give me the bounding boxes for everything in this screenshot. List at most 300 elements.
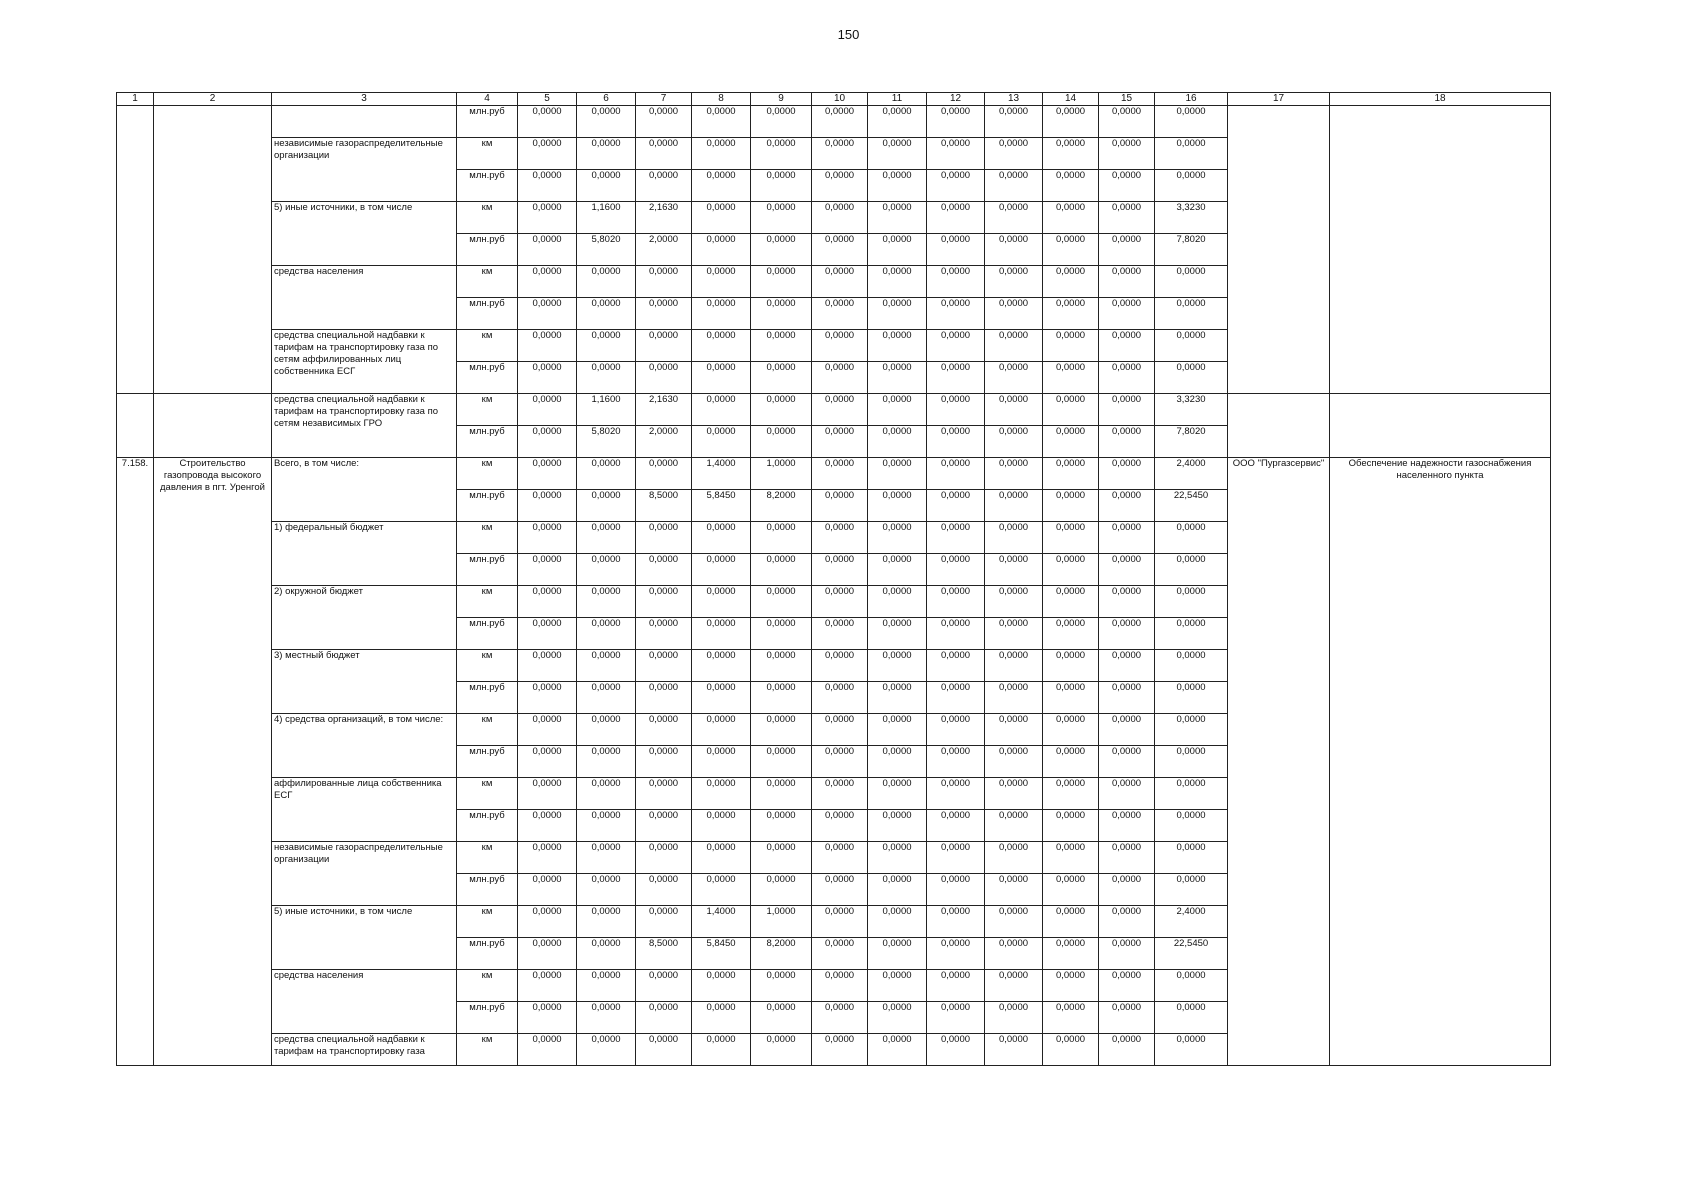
- value-cell: 0,0000: [927, 330, 985, 362]
- value-cell: 0,0000: [636, 746, 692, 778]
- unit-cell: км: [457, 778, 518, 810]
- funding-source: средства населения: [272, 266, 457, 330]
- value-cell: 0,0000: [751, 138, 812, 170]
- table-row: [117, 394, 1551, 426]
- value-cell: 0,0000: [636, 1034, 692, 1066]
- value-cell: 0,0000: [577, 490, 636, 522]
- value-cell: 0,0000: [812, 106, 868, 138]
- value-cell: 0,0000: [1099, 938, 1155, 970]
- value-cell: 0,0000: [927, 170, 985, 202]
- value-cell: 0,0000: [518, 138, 577, 170]
- value-cell: 0,0000: [1155, 586, 1228, 618]
- value-cell: 0,0000: [636, 714, 692, 746]
- value-cell: 0,0000: [868, 1002, 927, 1034]
- value-cell: 0,0000: [1099, 650, 1155, 682]
- unit-cell: млн.руб: [457, 170, 518, 202]
- value-cell: 0,0000: [692, 970, 751, 1002]
- funding-source: средства населения: [272, 970, 457, 1034]
- responsible-org: ООО "Пургазсервис": [1228, 458, 1330, 1066]
- value-cell: 0,0000: [692, 1034, 751, 1066]
- funding-source: средства специальной надбавки к тарифам на транспортировку газа по сетям независимых ГРО: [272, 394, 457, 458]
- value-cell: 0,0000: [1099, 970, 1155, 1002]
- item-number: [117, 106, 154, 394]
- value-cell: 0,0000: [927, 906, 985, 938]
- value-cell: 0,0000: [692, 650, 751, 682]
- value-cell: 0,0000: [927, 394, 985, 426]
- value-cell: 0,0000: [1099, 330, 1155, 362]
- value-cell: 2,4000: [1155, 458, 1228, 490]
- value-cell: 0,0000: [518, 266, 577, 298]
- value-cell: 3,3230: [1155, 202, 1228, 234]
- value-cell: 0,0000: [812, 618, 868, 650]
- value-cell: 0,0000: [868, 906, 927, 938]
- value-cell: 0,0000: [812, 682, 868, 714]
- value-cell: 0,0000: [636, 650, 692, 682]
- column-header: 15: [1099, 93, 1155, 106]
- value-cell: 0,0000: [1099, 618, 1155, 650]
- value-cell: 0,0000: [577, 842, 636, 874]
- value-cell: 0,0000: [812, 458, 868, 490]
- value-cell: 0,0000: [985, 874, 1043, 906]
- column-header: 9: [751, 93, 812, 106]
- item-name: [154, 106, 272, 394]
- unit-cell: км: [457, 650, 518, 682]
- value-cell: 0,0000: [1043, 426, 1099, 458]
- value-cell: 0,0000: [1155, 970, 1228, 1002]
- value-cell: 0,0000: [577, 618, 636, 650]
- value-cell: 0,0000: [577, 554, 636, 586]
- value-cell: 0,0000: [1043, 810, 1099, 842]
- value-cell: 0,0000: [518, 362, 577, 394]
- value-cell: 1,4000: [692, 458, 751, 490]
- value-cell: 0,0000: [812, 234, 868, 266]
- funding-source: 1) федеральный бюджет: [272, 522, 457, 586]
- project-purpose: [1330, 394, 1551, 458]
- value-cell: 0,0000: [692, 362, 751, 394]
- value-cell: 0,0000: [985, 650, 1043, 682]
- value-cell: 0,0000: [1099, 394, 1155, 426]
- value-cell: 0,0000: [1043, 298, 1099, 330]
- value-cell: 0,0000: [868, 202, 927, 234]
- value-cell: 0,0000: [577, 330, 636, 362]
- value-cell: 0,0000: [577, 170, 636, 202]
- value-cell: 0,0000: [927, 778, 985, 810]
- value-cell: 0,0000: [692, 202, 751, 234]
- value-cell: 0,0000: [636, 170, 692, 202]
- value-cell: 0,0000: [518, 650, 577, 682]
- value-cell: 0,0000: [868, 394, 927, 426]
- responsible-org: [1228, 394, 1330, 458]
- table-row: [117, 106, 1551, 138]
- value-cell: 0,0000: [1099, 1002, 1155, 1034]
- value-cell: 0,0000: [1043, 362, 1099, 394]
- value-cell: 1,0000: [751, 906, 812, 938]
- value-cell: 0,0000: [636, 1002, 692, 1034]
- value-cell: 0,0000: [1155, 682, 1228, 714]
- value-cell: 0,0000: [692, 426, 751, 458]
- value-cell: 0,0000: [985, 714, 1043, 746]
- value-cell: 0,0000: [927, 490, 985, 522]
- value-cell: 0,0000: [636, 522, 692, 554]
- value-cell: 0,0000: [1099, 778, 1155, 810]
- value-cell: 0,0000: [636, 970, 692, 1002]
- value-cell: 0,0000: [1155, 362, 1228, 394]
- value-cell: 0,0000: [927, 938, 985, 970]
- column-header: 12: [927, 93, 985, 106]
- unit-cell: млн.руб: [457, 554, 518, 586]
- value-cell: 0,0000: [518, 170, 577, 202]
- unit-cell: км: [457, 842, 518, 874]
- value-cell: 0,0000: [868, 298, 927, 330]
- value-cell: 0,0000: [518, 234, 577, 266]
- value-cell: 0,0000: [518, 682, 577, 714]
- value-cell: 0,0000: [927, 842, 985, 874]
- value-cell: 0,0000: [927, 746, 985, 778]
- column-header: 6: [577, 93, 636, 106]
- value-cell: 0,0000: [518, 458, 577, 490]
- value-cell: 0,0000: [636, 458, 692, 490]
- value-cell: 2,0000: [636, 234, 692, 266]
- value-cell: 0,0000: [927, 714, 985, 746]
- value-cell: 1,1600: [577, 394, 636, 426]
- value-cell: 0,0000: [1043, 842, 1099, 874]
- value-cell: 1,0000: [751, 458, 812, 490]
- value-cell: 0,0000: [812, 778, 868, 810]
- value-cell: 0,0000: [868, 682, 927, 714]
- value-cell: 0,0000: [1043, 202, 1099, 234]
- investment-table: [116, 92, 1551, 1066]
- value-cell: 0,0000: [1155, 874, 1228, 906]
- unit-cell: км: [457, 714, 518, 746]
- value-cell: 0,0000: [692, 170, 751, 202]
- value-cell: 0,0000: [1043, 1002, 1099, 1034]
- value-cell: 0,0000: [577, 746, 636, 778]
- funding-source: 2) окружной бюджет: [272, 586, 457, 650]
- unit-cell: км: [457, 522, 518, 554]
- value-cell: 0,0000: [518, 298, 577, 330]
- value-cell: 0,0000: [927, 970, 985, 1002]
- unit-cell: млн.руб: [457, 362, 518, 394]
- value-cell: 0,0000: [751, 842, 812, 874]
- value-cell: 0,0000: [868, 426, 927, 458]
- value-cell: 0,0000: [1155, 714, 1228, 746]
- value-cell: 0,0000: [1043, 234, 1099, 266]
- value-cell: 0,0000: [518, 1002, 577, 1034]
- value-cell: 0,0000: [518, 394, 577, 426]
- value-cell: 1,4000: [692, 906, 751, 938]
- value-cell: 0,0000: [985, 458, 1043, 490]
- value-cell: 0,0000: [868, 810, 927, 842]
- value-cell: 0,0000: [518, 106, 577, 138]
- responsible-org: [1228, 106, 1330, 394]
- value-cell: 0,0000: [868, 970, 927, 1002]
- value-cell: 0,0000: [985, 554, 1043, 586]
- value-cell: 0,0000: [812, 1034, 868, 1066]
- value-cell: 0,0000: [751, 1002, 812, 1034]
- value-cell: 0,0000: [692, 842, 751, 874]
- value-cell: 2,1630: [636, 394, 692, 426]
- value-cell: 0,0000: [812, 842, 868, 874]
- value-cell: 0,0000: [985, 490, 1043, 522]
- value-cell: 0,0000: [1043, 106, 1099, 138]
- value-cell: 0,0000: [927, 554, 985, 586]
- value-cell: 0,0000: [985, 426, 1043, 458]
- value-cell: 0,0000: [1043, 714, 1099, 746]
- value-cell: 22,5450: [1155, 490, 1228, 522]
- value-cell: 0,0000: [751, 266, 812, 298]
- unit-cell: млн.руб: [457, 234, 518, 266]
- value-cell: 0,0000: [518, 1034, 577, 1066]
- value-cell: 0,0000: [751, 778, 812, 810]
- value-cell: 0,0000: [868, 458, 927, 490]
- value-cell: 0,0000: [985, 810, 1043, 842]
- value-cell: 0,0000: [1099, 106, 1155, 138]
- unit-cell: км: [457, 1034, 518, 1066]
- value-cell: 0,0000: [636, 906, 692, 938]
- value-cell: 0,0000: [812, 554, 868, 586]
- value-cell: 0,0000: [927, 426, 985, 458]
- value-cell: 0,0000: [985, 234, 1043, 266]
- value-cell: 0,0000: [692, 522, 751, 554]
- table-row: [117, 458, 1551, 490]
- value-cell: 0,0000: [636, 266, 692, 298]
- value-cell: 0,0000: [518, 842, 577, 874]
- unit-cell: млн.руб: [457, 106, 518, 138]
- value-cell: 0,0000: [985, 842, 1043, 874]
- value-cell: 0,0000: [868, 586, 927, 618]
- value-cell: 0,0000: [1099, 458, 1155, 490]
- value-cell: 0,0000: [868, 618, 927, 650]
- column-header: 5: [518, 93, 577, 106]
- value-cell: 0,0000: [1043, 874, 1099, 906]
- value-cell: 0,0000: [1043, 746, 1099, 778]
- value-cell: 0,0000: [812, 490, 868, 522]
- header-row: [117, 93, 1551, 106]
- value-cell: 0,0000: [751, 362, 812, 394]
- value-cell: 8,5000: [636, 490, 692, 522]
- value-cell: 0,0000: [868, 362, 927, 394]
- value-cell: 0,0000: [692, 106, 751, 138]
- value-cell: 0,0000: [868, 234, 927, 266]
- value-cell: 0,0000: [927, 106, 985, 138]
- funding-source: средства специальной надбавки к тарифам на транспортировку газа: [272, 1034, 457, 1066]
- value-cell: 8,5000: [636, 938, 692, 970]
- value-cell: 2,0000: [636, 426, 692, 458]
- value-cell: 0,0000: [1043, 330, 1099, 362]
- value-cell: 0,0000: [812, 746, 868, 778]
- value-cell: 0,0000: [927, 458, 985, 490]
- project-purpose: Обеспечение надежности газоснабжения населенного пункта: [1330, 458, 1551, 1066]
- value-cell: 0,0000: [751, 714, 812, 746]
- value-cell: 0,0000: [692, 266, 751, 298]
- value-cell: 0,0000: [751, 554, 812, 586]
- value-cell: 0,0000: [868, 170, 927, 202]
- value-cell: 0,0000: [518, 778, 577, 810]
- value-cell: 0,0000: [751, 202, 812, 234]
- value-cell: 0,0000: [1099, 586, 1155, 618]
- value-cell: 0,0000: [1155, 522, 1228, 554]
- value-cell: 0,0000: [985, 586, 1043, 618]
- unit-cell: млн.руб: [457, 1002, 518, 1034]
- value-cell: 0,0000: [692, 298, 751, 330]
- value-cell: 0,0000: [751, 330, 812, 362]
- value-cell: 0,0000: [985, 1034, 1043, 1066]
- value-cell: 0,0000: [751, 810, 812, 842]
- value-cell: 0,0000: [636, 586, 692, 618]
- value-cell: 0,0000: [812, 810, 868, 842]
- unit-cell: млн.руб: [457, 426, 518, 458]
- value-cell: 0,0000: [1099, 746, 1155, 778]
- value-cell: 0,0000: [812, 426, 868, 458]
- value-cell: 0,0000: [812, 522, 868, 554]
- column-header: 3: [272, 93, 457, 106]
- unit-cell: млн.руб: [457, 938, 518, 970]
- value-cell: 8,2000: [751, 938, 812, 970]
- value-cell: 0,0000: [1155, 170, 1228, 202]
- column-header: 7: [636, 93, 692, 106]
- value-cell: 0,0000: [985, 522, 1043, 554]
- value-cell: 5,8450: [692, 938, 751, 970]
- value-cell: 0,0000: [1155, 1034, 1228, 1066]
- value-cell: 0,0000: [636, 330, 692, 362]
- value-cell: 0,0000: [1155, 138, 1228, 170]
- value-cell: 0,0000: [812, 938, 868, 970]
- value-cell: 0,0000: [985, 298, 1043, 330]
- value-cell: 0,0000: [985, 778, 1043, 810]
- value-cell: 0,0000: [751, 170, 812, 202]
- value-cell: 0,0000: [518, 938, 577, 970]
- value-cell: 0,0000: [927, 874, 985, 906]
- value-cell: 0,0000: [577, 650, 636, 682]
- value-cell: 0,0000: [577, 362, 636, 394]
- value-cell: 0,0000: [636, 298, 692, 330]
- value-cell: 0,0000: [636, 874, 692, 906]
- value-cell: 0,0000: [1043, 458, 1099, 490]
- value-cell: 0,0000: [812, 138, 868, 170]
- value-cell: 0,0000: [812, 394, 868, 426]
- column-header: 8: [692, 93, 751, 106]
- value-cell: 0,0000: [812, 202, 868, 234]
- value-cell: 0,0000: [1043, 490, 1099, 522]
- value-cell: 5,8450: [692, 490, 751, 522]
- value-cell: 0,0000: [1043, 970, 1099, 1002]
- column-header: 10: [812, 93, 868, 106]
- column-header: 16: [1155, 93, 1228, 106]
- value-cell: 0,0000: [1099, 234, 1155, 266]
- funding-source: 4) средства организаций, в том числе:: [272, 714, 457, 778]
- value-cell: 0,0000: [985, 202, 1043, 234]
- value-cell: 0,0000: [985, 906, 1043, 938]
- value-cell: 0,0000: [577, 586, 636, 618]
- unit-cell: млн.руб: [457, 682, 518, 714]
- value-cell: 0,0000: [692, 586, 751, 618]
- value-cell: 0,0000: [1099, 266, 1155, 298]
- value-cell: 0,0000: [1043, 906, 1099, 938]
- value-cell: 0,0000: [692, 778, 751, 810]
- value-cell: 0,0000: [1155, 330, 1228, 362]
- value-cell: 0,0000: [1155, 778, 1228, 810]
- value-cell: 0,0000: [636, 554, 692, 586]
- value-cell: 0,0000: [812, 906, 868, 938]
- unit-cell: км: [457, 586, 518, 618]
- value-cell: 0,0000: [985, 170, 1043, 202]
- value-cell: 0,0000: [927, 266, 985, 298]
- value-cell: 0,0000: [1043, 522, 1099, 554]
- value-cell: 0,0000: [985, 970, 1043, 1002]
- value-cell: 0,0000: [751, 746, 812, 778]
- value-cell: 0,0000: [692, 1002, 751, 1034]
- value-cell: 0,0000: [751, 106, 812, 138]
- value-cell: 0,0000: [751, 682, 812, 714]
- value-cell: 0,0000: [1099, 714, 1155, 746]
- value-cell: 0,0000: [868, 138, 927, 170]
- value-cell: 0,0000: [751, 874, 812, 906]
- unit-cell: км: [457, 394, 518, 426]
- value-cell: 0,0000: [692, 234, 751, 266]
- value-cell: 0,0000: [927, 650, 985, 682]
- value-cell: 0,0000: [985, 394, 1043, 426]
- value-cell: 0,0000: [751, 394, 812, 426]
- value-cell: 0,0000: [985, 362, 1043, 394]
- unit-cell: км: [457, 266, 518, 298]
- value-cell: 0,0000: [868, 778, 927, 810]
- value-cell: 0,0000: [1155, 298, 1228, 330]
- value-cell: 0,0000: [868, 330, 927, 362]
- value-cell: 0,0000: [636, 362, 692, 394]
- value-cell: 0,0000: [1099, 842, 1155, 874]
- value-cell: 0,0000: [985, 618, 1043, 650]
- unit-cell: км: [457, 906, 518, 938]
- value-cell: 0,0000: [751, 234, 812, 266]
- value-cell: 0,0000: [751, 522, 812, 554]
- value-cell: 0,0000: [985, 138, 1043, 170]
- item-name: [154, 394, 272, 458]
- unit-cell: км: [457, 138, 518, 170]
- value-cell: 0,0000: [812, 650, 868, 682]
- value-cell: 0,0000: [812, 298, 868, 330]
- value-cell: 0,0000: [1043, 778, 1099, 810]
- value-cell: 0,0000: [812, 970, 868, 1002]
- value-cell: 0,0000: [1099, 1034, 1155, 1066]
- value-cell: 7,8020: [1155, 426, 1228, 458]
- value-cell: 0,0000: [868, 106, 927, 138]
- value-cell: 0,0000: [518, 874, 577, 906]
- value-cell: 0,0000: [577, 1002, 636, 1034]
- value-cell: 2,1630: [636, 202, 692, 234]
- funding-source: [272, 106, 457, 138]
- value-cell: 0,0000: [1043, 586, 1099, 618]
- value-cell: 0,0000: [577, 714, 636, 746]
- value-cell: 0,0000: [1155, 554, 1228, 586]
- column-header: 2: [154, 93, 272, 106]
- value-cell: 0,0000: [518, 586, 577, 618]
- value-cell: 0,0000: [751, 586, 812, 618]
- value-cell: 0,0000: [518, 906, 577, 938]
- value-cell: 0,0000: [518, 522, 577, 554]
- value-cell: 0,0000: [636, 682, 692, 714]
- value-cell: 0,0000: [1099, 554, 1155, 586]
- value-cell: 0,0000: [868, 1034, 927, 1066]
- unit-cell: млн.руб: [457, 810, 518, 842]
- value-cell: 0,0000: [985, 330, 1043, 362]
- value-cell: 0,0000: [1043, 650, 1099, 682]
- value-cell: 1,1600: [577, 202, 636, 234]
- unit-cell: млн.руб: [457, 746, 518, 778]
- column-header: 18: [1330, 93, 1551, 106]
- value-cell: 0,0000: [636, 618, 692, 650]
- value-cell: 0,0000: [1099, 202, 1155, 234]
- value-cell: 0,0000: [1099, 298, 1155, 330]
